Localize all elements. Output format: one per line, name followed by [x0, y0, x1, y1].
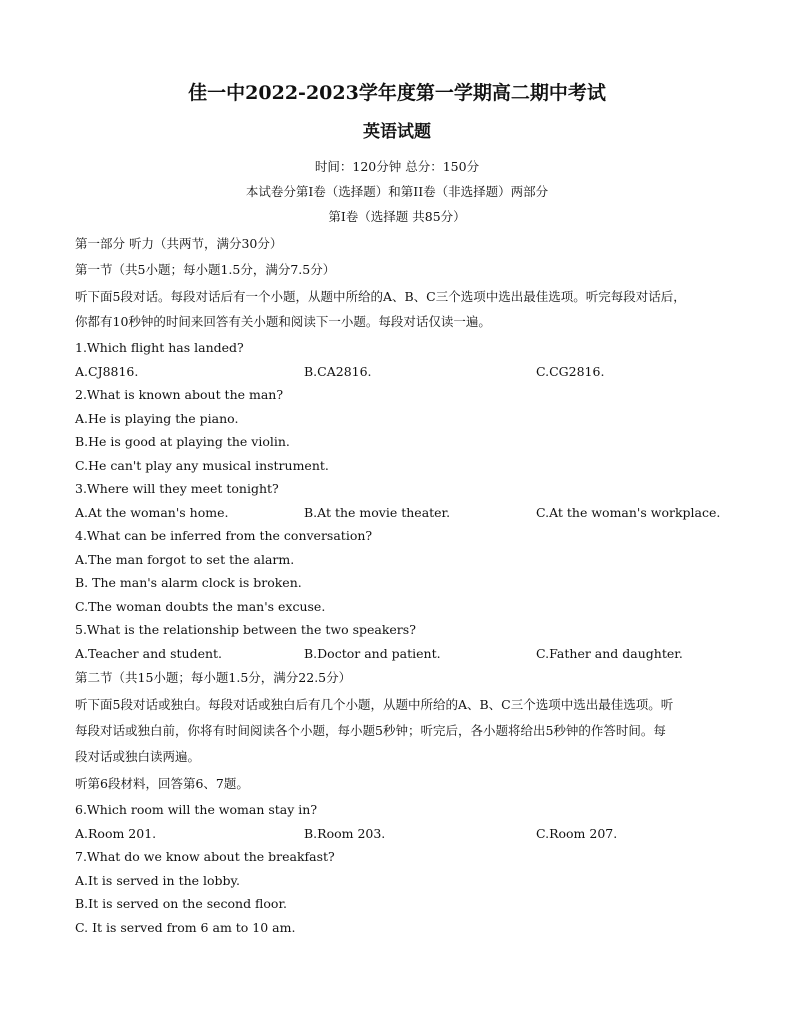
q6-stem: 6.Which room will the woman stay in? — [75, 802, 318, 817]
q5-stem: 5.What is the relationship between the two speakers? — [75, 622, 416, 637]
section1-heading: 第一节（共5小题；每小题1.5分，满分7.5分） — [75, 262, 336, 277]
q1-option-a: A.CJ8816. — [75, 364, 139, 379]
section1-instruction-2: 你都有10秒钟的时间来回答有关小题和阅读下一小题。每段对话仅读一遍。 — [75, 314, 491, 329]
section2-instruction-2: 每段对话或独白前，你将有时间阅读各个小题，每小题5秒钟；听完后，各小题将给出5秒钟的作答时间。每 — [75, 723, 666, 738]
q3-stem: 3.Where will they meet tonight? — [75, 481, 279, 496]
q3-option-c: C.At the woman's workplace. — [536, 505, 721, 520]
q6-option-c: C.Room 207. — [536, 826, 618, 841]
q1-option-c: C.CG2816. — [536, 364, 605, 379]
exam-title: 佳一中2022-2023学年度第一学期高二期中考试 — [188, 82, 606, 104]
q3-option-b: B.At the movie theater. — [304, 505, 451, 520]
q2-stem: 2.What is known about the man? — [75, 387, 284, 402]
q7-option-a: A.It is served in the lobby. — [75, 873, 240, 888]
q4-option-b: B. The man's alarm clock is broken. — [75, 575, 302, 590]
q7-option-b: B.It is served on the second floor. — [75, 896, 288, 911]
q2-option-a: A.He is playing the piano. — [75, 411, 239, 426]
q5-option-c: C.Father and daughter. — [536, 646, 683, 661]
section2-instruction-3: 段对话或独白读两遍。 — [75, 749, 201, 764]
time-info: 时间：120分钟 总分：150分 — [314, 159, 480, 174]
q4-option-c: C.The woman doubts the man's excuse. — [75, 599, 326, 614]
q7-stem: 7.What do we know about the breakfast? — [75, 849, 335, 864]
q3-option-a: A.At the woman's home. — [75, 505, 229, 520]
paper-info: 本试卷分第I卷（选择题）和第II卷（非选择题）两部分 — [245, 184, 549, 199]
material6-instruction: 听第6段材料，回答第6、7题。 — [75, 776, 249, 791]
q5-option-b: B.Doctor and patient. — [304, 646, 441, 661]
q7-option-c: C. It is served from 6 am to 10 am. — [75, 920, 296, 935]
q1-option-b: B.CA2816. — [304, 364, 372, 379]
q2-option-b: B.He is good at playing the violin. — [75, 434, 290, 449]
q6-option-b: B.Room 203. — [304, 826, 386, 841]
volume-heading: 第I卷（选择题 共85分） — [328, 209, 466, 224]
q5-option-a: A.Teacher and student. — [75, 646, 223, 661]
section1-instruction-1: 听下面5段对话。每段对话后有一个小题，从题中所给的A、B、C三个选项中选出最佳选项。听完每段对话后， — [75, 289, 686, 304]
q4-stem: 4.What can be inferred from the conversation? — [75, 528, 373, 543]
q1-stem: 1.Which flight has landed? — [75, 340, 244, 355]
q6-option-a: A.Room 201. — [75, 826, 157, 841]
q2-option-c: C.He can't play any musical instrument. — [75, 458, 329, 473]
section2-instruction-1: 听下面5段对话或独白。每段对话或独白后有几个小题，从题中所给的A、B、C三个选项中选出最佳选项。听 — [75, 697, 674, 712]
section2-heading: 第二节（共15小题；每小题1.5分，满分22.5分） — [75, 670, 352, 685]
exam-subtitle: 英语试题 — [363, 122, 431, 142]
q4-option-a: A.The man forgot to set the alarm. — [75, 552, 295, 567]
part1-heading: 第一部分 听力（共两节，满分30分） — [75, 236, 283, 251]
